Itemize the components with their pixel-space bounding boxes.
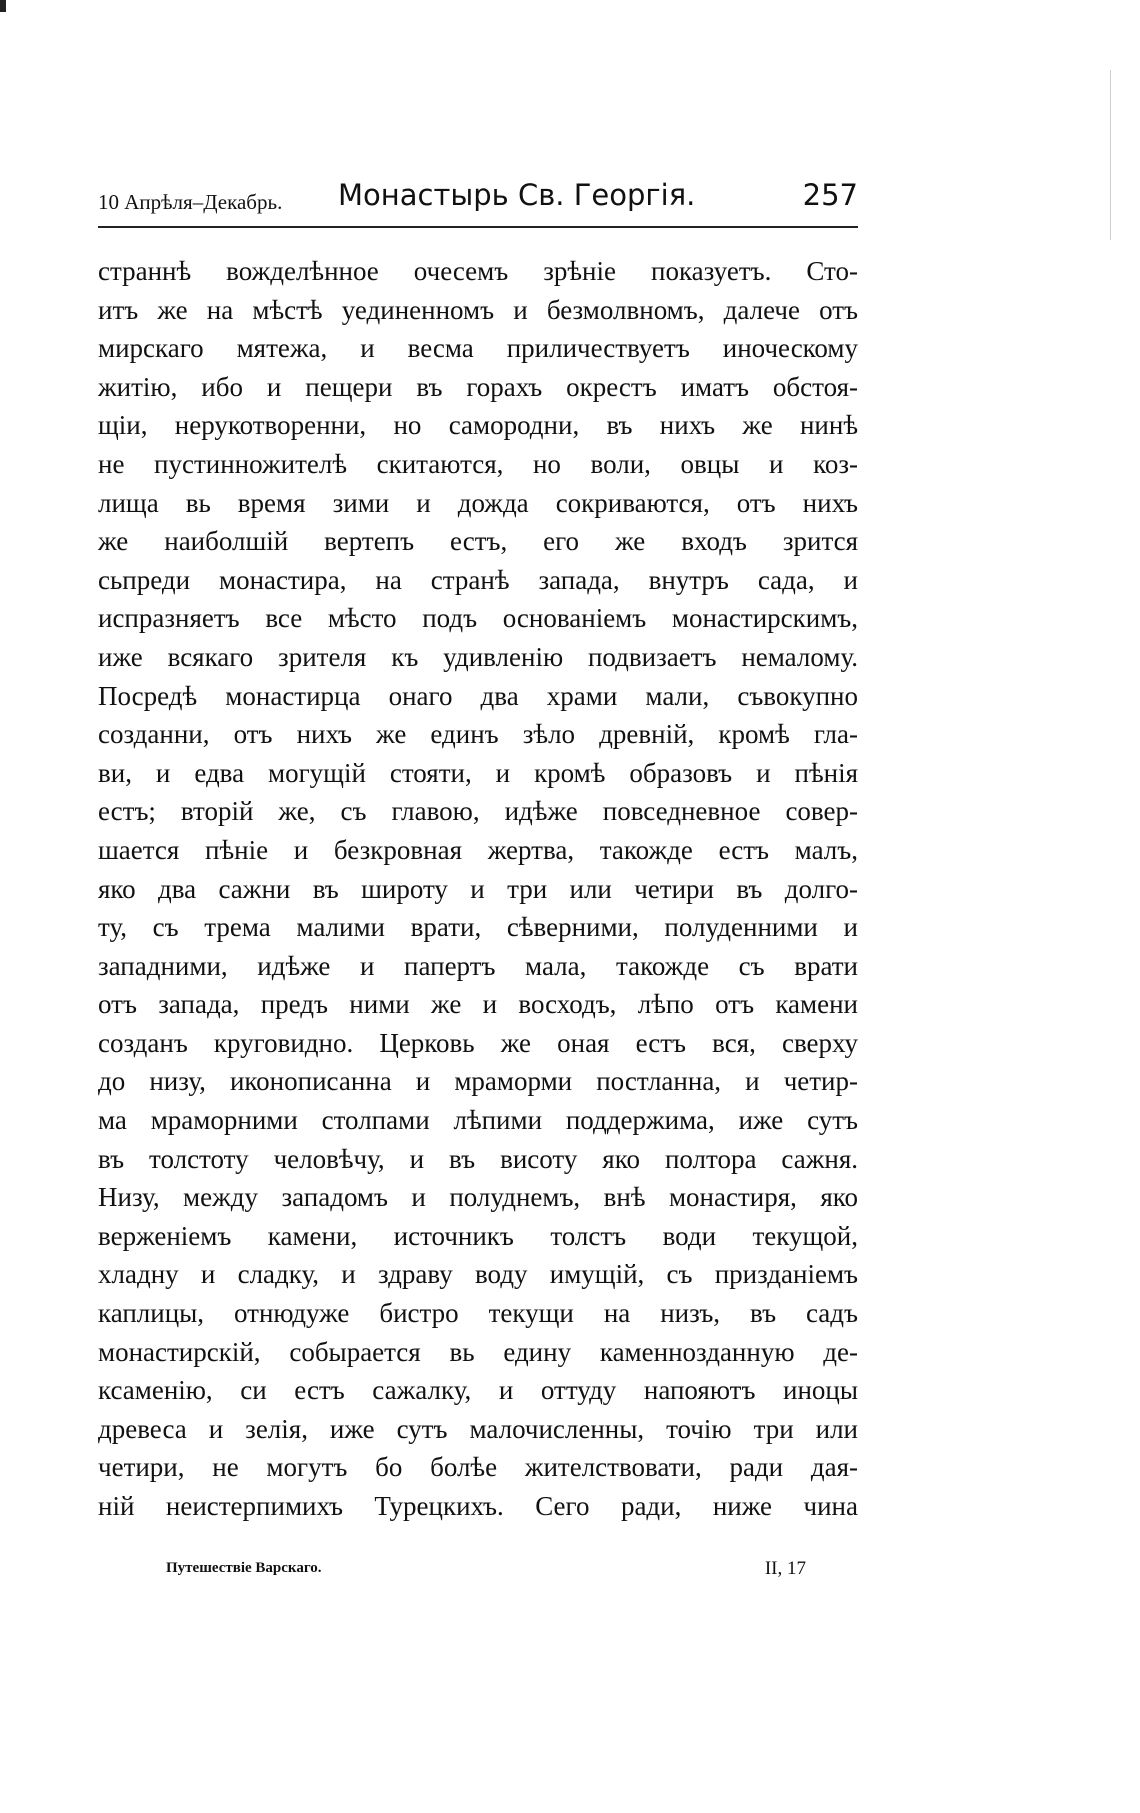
footer-book-title: Путешествіе Варскаго. (166, 1560, 322, 1576)
text-line: яко два сажни въ широту и три или четири въ долго- (98, 873, 858, 904)
text-line: отъ запада, предъ ними же и восходъ, лѣпо отъ камени (98, 989, 858, 1020)
text-line: хладну и сладку, и здраву воду имущій, съ призданіемъ (98, 1259, 858, 1290)
text-line: итъ же на мѣстѣ уединенномъ и безмолвномъ, далече отъ (98, 294, 858, 325)
text-line: въ толстоту человѣчу, и въ висоту яко полтора сажня. (98, 1143, 858, 1174)
text-line: лища вь время зими и дождa сокриваются, отъ нихъ (98, 487, 858, 518)
text-line: испразняетъ все мѣсто подъ основаніемъ монастирскимъ, (98, 603, 858, 634)
header-date-range: 10 Апрѣля–Декабрь. (98, 190, 283, 214)
scan-edge-line (1110, 70, 1111, 240)
text-line: верженіемъ камени, источникъ толстъ води текущой, (98, 1220, 858, 1251)
text-line: естъ; вторій же, съ главою, идѣже повседневное совер- (98, 796, 858, 827)
text-line: Посредѣ монастирца онаго два храми мали, съвокупно (98, 680, 858, 711)
header-rule (98, 226, 858, 228)
page-footer (166, 1560, 806, 1586)
text-line: же наиболшій вертепъ естъ, его же входъ зрится (98, 526, 858, 557)
text-line: созданни, отъ нихъ же единъ зѣло древній, кромѣ гла- (98, 719, 858, 750)
text-line: иже всякаго зрителя къ удивленію подвизаетъ немалому. (98, 641, 858, 672)
text-line: шается пѣніе и безкровная жертва, такожде естъ малъ, (98, 834, 858, 865)
body-text (98, 252, 858, 1526)
text-line: созданъ круговидно. Церковь же оная естъ вся, сверху (98, 1027, 858, 1058)
text-line: не пустинножителѣ скитаются, но воли, овцы и коз- (98, 448, 858, 479)
text-line: ту, съ трема малими врати, сѣверними, полуденними и (98, 912, 858, 943)
text-line: ви, и едва могущій стояти, и кромѣ образовъ и пѣнія (98, 757, 858, 788)
page-number: 257 (802, 178, 858, 212)
text-line: западними, идѣже и папертъ мала, такожде съ врати (98, 950, 858, 981)
header-title: Монастырь Св. Георгія. (338, 178, 696, 212)
scan-corner-mark (0, 0, 6, 12)
text-line: житію, ибо и пещери въ горахъ окрестъ иматъ обстоя- (98, 371, 858, 402)
text-line: ній неистерпимихъ Турецкихъ. Сего ради, ниже чина (98, 1491, 858, 1521)
footer-signature: II, 17 (764, 1558, 806, 1579)
text-line: сьпреди монастира, на странѣ запада, внутръ сада, и (98, 564, 858, 595)
text-line: монастирскій, собырается вь едину каменнозданную де- (98, 1336, 858, 1367)
running-header (98, 178, 858, 222)
text-line: ма мраморними столпами лѣпими поддержима, иже сутъ (98, 1105, 858, 1136)
text-line: Низу, между западомъ и полуднемъ, внѣ монастиря, яко (98, 1182, 858, 1213)
text-line: ксаменію, си естъ сажалку, и оттуду напояютъ иноцы (98, 1375, 858, 1406)
text-line: щіи, нерукотворенни, но самородни, въ нихъ же нинѣ (98, 410, 858, 441)
text-line: древеса и зелія, иже сутъ малочисленны, точію три или (98, 1413, 858, 1444)
text-line: страннѣ вожделѣнное очесемъ зрѣніе показуетъ. Сто- (98, 256, 858, 286)
text-line: четири, не могутъ бо болѣе жителствовати, ради дая- (98, 1452, 858, 1483)
text-line: каплицы, отнюдуже бистро текущи на низъ, въ садъ (98, 1298, 858, 1329)
text-line: до низу, иконописанна и мраморми постланна, и четир- (98, 1066, 858, 1097)
text-line: мирскаго мятежа, и весма приличествуетъ иноческому (98, 333, 858, 364)
